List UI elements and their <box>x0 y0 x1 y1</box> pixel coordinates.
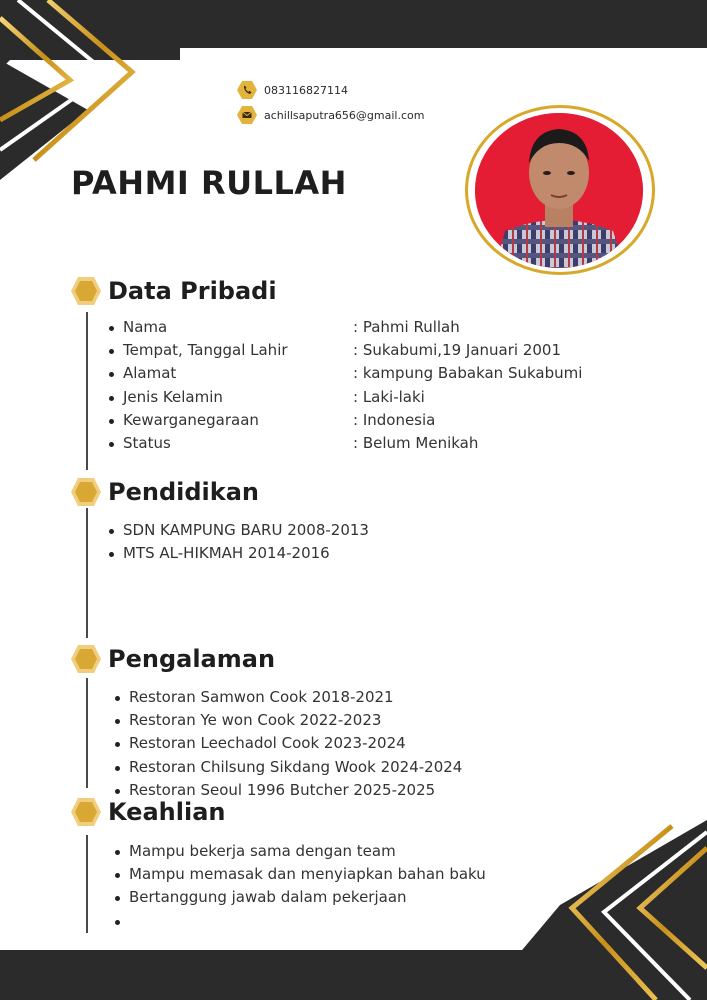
hexagon-bullet-icon <box>70 477 102 507</box>
list-item: Alamat : kampung Babakan Sukabumi <box>106 362 582 385</box>
list-item: Restoran Seoul 1996 Butcher 2025-2025 <box>112 779 462 802</box>
list-item: MTS AL-HIKMAH 2014-2016 <box>106 542 369 565</box>
hexagon-bullet-icon <box>70 644 102 674</box>
list-item <box>112 910 486 933</box>
timeline-line <box>86 312 88 470</box>
hexagon-bullet-icon <box>70 797 102 827</box>
section-title: Keahlian <box>108 798 226 826</box>
list-item: SDN KAMPUNG BARU 2008-2013 <box>106 519 369 542</box>
timeline-line <box>86 508 88 638</box>
person-name: PAHMI RULLAH <box>71 164 347 202</box>
timeline-line <box>86 835 88 933</box>
skills-list <box>112 840 486 933</box>
education-list <box>106 519 369 565</box>
section-pendidikan-heading <box>70 477 259 507</box>
email-address: achillsaputra656@gmail.com <box>264 108 425 122</box>
profile-photo <box>475 113 643 268</box>
list-item: Restoran Samwon Cook 2018-2021 <box>112 686 462 709</box>
section-data-pribadi-heading <box>70 276 277 306</box>
list-item: Kewarganegaraan : Indonesia <box>106 409 582 432</box>
list-item: Mampu bekerja sama dengan team <box>112 840 486 863</box>
email-icon <box>236 105 258 125</box>
section-title: Data Pribadi <box>108 277 277 305</box>
list-item: Restoran Leechadol Cook 2023-2024 <box>112 732 462 755</box>
list-item: Nama : Pahmi Rullah <box>106 316 582 339</box>
timeline-line <box>86 678 88 788</box>
section-keahlian-heading <box>70 797 225 827</box>
phone-number: 083116827114 <box>264 83 348 97</box>
list-item: Restoran Chilsung Sikdang Wook 2024-2024 <box>112 756 462 779</box>
list-item: Status : Belum Menikah <box>106 432 582 455</box>
contact-email <box>236 104 424 126</box>
personal-data-list <box>106 316 582 455</box>
section-title: Pendidikan <box>108 478 260 506</box>
list-item: Jenis Kelamin : Laki-laki <box>106 386 582 409</box>
phone-icon <box>236 80 258 100</box>
hexagon-bullet-icon <box>70 276 102 306</box>
list-item: Mampu memasak dan menyiapkan bahan baku <box>112 863 486 886</box>
experience-list <box>112 686 462 802</box>
list-item: Tempat, Tanggal Lahir : Sukabumi,19 Januari 2001 <box>106 339 582 362</box>
list-item: Bertanggung jawab dalam pekerjaan <box>112 886 486 909</box>
contact-phone <box>236 79 348 101</box>
list-item: Restoran Ye won Cook 2022-2023 <box>112 709 462 732</box>
section-pengalaman-heading <box>70 644 275 674</box>
section-title: Pengalaman <box>108 645 276 673</box>
